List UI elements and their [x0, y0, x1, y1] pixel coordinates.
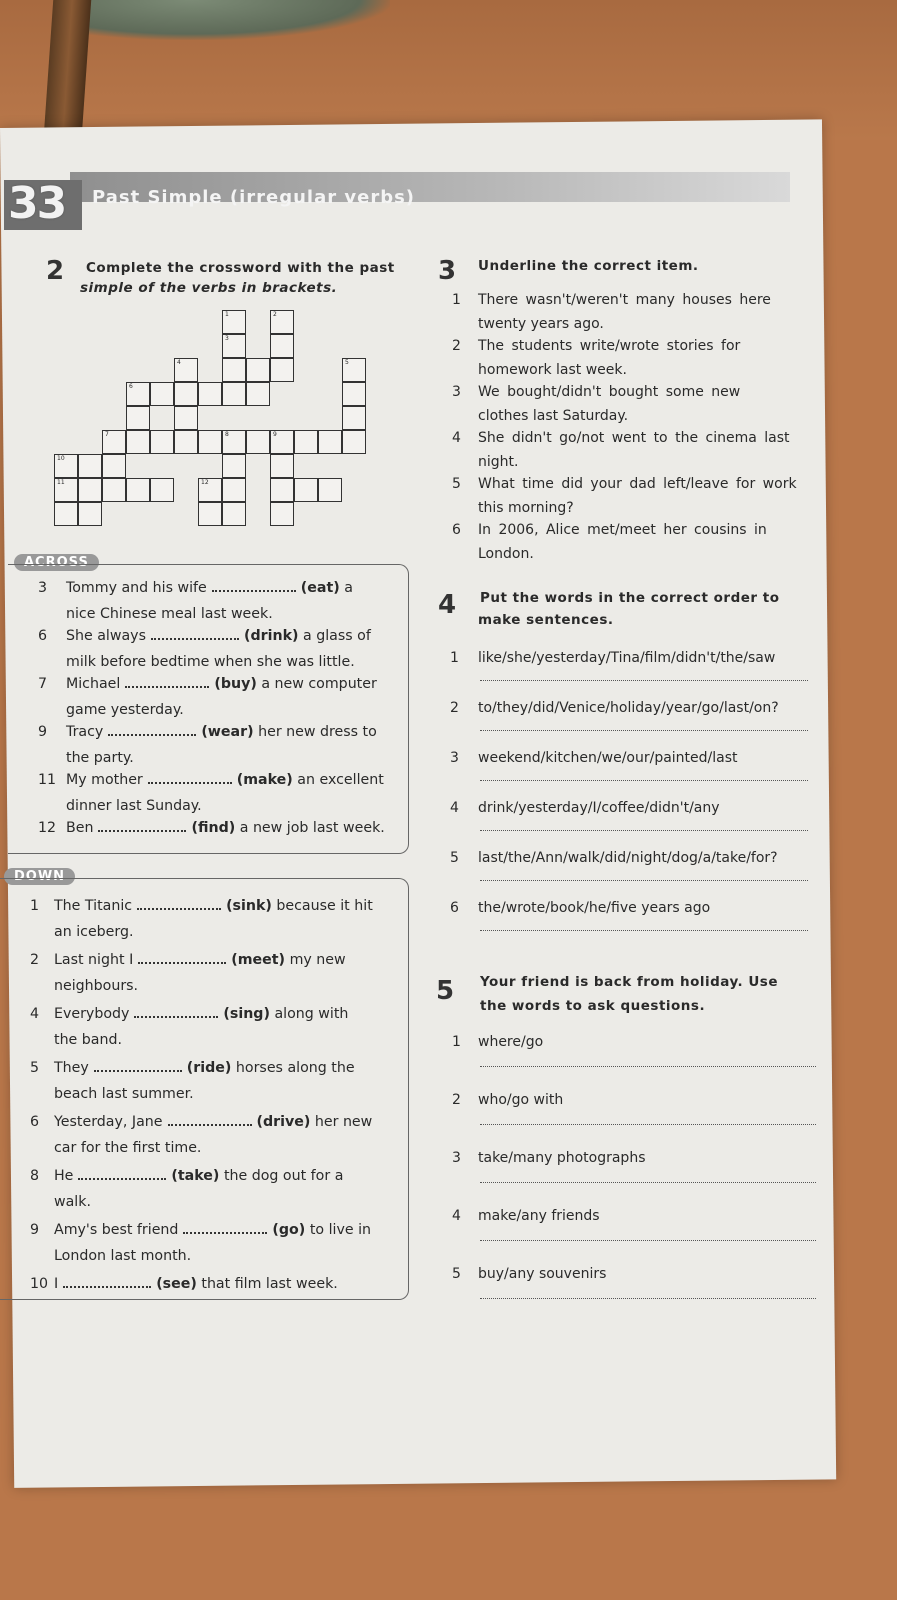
- answer-blank[interactable]: [183, 1220, 267, 1234]
- ex3-item-line2: homework last week.: [478, 362, 627, 378]
- clue-text: to live in: [309, 1222, 372, 1238]
- clue-text: She always: [66, 628, 146, 644]
- ex5-number: 5: [436, 976, 455, 1006]
- clue-text: along with: [274, 1006, 349, 1022]
- clue-text: her new dress to: [258, 724, 377, 740]
- clue-line1: [54, 1112, 372, 1132]
- crossword-clue-number: 4: [177, 359, 181, 366]
- crossword-clue-number: 12: [201, 479, 209, 486]
- ex4-item-number: 5: [450, 850, 459, 866]
- ex4-number: 4: [438, 590, 457, 620]
- verb-hint: (wear): [201, 724, 254, 740]
- ex5-item-number: 3: [452, 1150, 461, 1166]
- crossword-cell[interactable]: [78, 502, 102, 526]
- cloth-corner: [60, 0, 390, 40]
- clue-line1: [66, 770, 384, 790]
- crossword-cell[interactable]: [270, 478, 294, 502]
- answer-line[interactable]: [480, 730, 808, 731]
- answer-line[interactable]: [480, 1066, 816, 1067]
- clue-line1: [54, 1058, 355, 1078]
- crossword-cell[interactable]: [222, 382, 246, 406]
- crossword-cell[interactable]: [174, 382, 198, 406]
- verb-hint: (drink): [243, 628, 299, 644]
- clue-number: 3: [38, 580, 48, 596]
- crossword-clue-number: 7: [105, 431, 109, 438]
- ex3-item-line2: twenty years ago.: [478, 316, 604, 332]
- clue-text: Amy's best friend: [54, 1222, 179, 1238]
- crossword-cell[interactable]: [318, 478, 342, 502]
- answer-blank[interactable]: [212, 578, 296, 592]
- ex5-item-number: 5: [452, 1266, 461, 1282]
- ex4-instruction-line1: Put the words in the correct order to: [480, 590, 780, 606]
- crossword-cell[interactable]: [174, 406, 198, 430]
- ex5-item-number: 1: [452, 1034, 461, 1050]
- ex3-item-line1[interactable]: What time did your dad left/leave for work: [478, 476, 797, 492]
- crossword-cell[interactable]: [318, 430, 342, 454]
- clue-text: They: [54, 1060, 89, 1076]
- ex3-item-line1[interactable]: We bought/didn't bought some new: [478, 384, 741, 400]
- clue-text: Tracy: [66, 724, 104, 740]
- answer-blank[interactable]: [78, 1166, 166, 1180]
- ex5-item-text: where/go: [478, 1034, 544, 1050]
- ex5-item-text: take/many photographs: [478, 1150, 646, 1166]
- clue-text: Everybody: [54, 1006, 130, 1022]
- ex4-item-text: last/the/Ann/walk/did/night/dog/a/take/for?: [478, 850, 778, 866]
- crossword-cell[interactable]: [126, 430, 150, 454]
- crossword-cell[interactable]: [294, 478, 318, 502]
- clue-line1: [66, 626, 371, 646]
- clue-line1: [54, 950, 346, 970]
- ex4-item-number: 2: [450, 700, 459, 716]
- clue-line1: [66, 674, 377, 694]
- clue-line2: game yesterday.: [66, 702, 184, 718]
- clue-text: Tommy and his wife: [66, 580, 207, 596]
- crossword-cell[interactable]: [270, 502, 294, 526]
- crossword-clue-number: 6: [129, 383, 133, 390]
- answer-line[interactable]: [480, 1298, 816, 1299]
- crossword-clue-number: 5: [345, 359, 349, 366]
- verb-hint: (go): [272, 1222, 306, 1238]
- crossword-cell[interactable]: [246, 358, 270, 382]
- clue-number: 7: [38, 676, 48, 692]
- clue-text: a glass of: [303, 628, 371, 644]
- crossword-cell[interactable]: [222, 358, 246, 382]
- clue-text: because it hit: [276, 898, 373, 914]
- answer-line[interactable]: [480, 880, 808, 881]
- crossword-cell[interactable]: [342, 382, 366, 406]
- ex4-item-number: 1: [450, 650, 459, 666]
- answer-blank[interactable]: [138, 950, 226, 964]
- crossword-clue-number: 8: [225, 431, 229, 438]
- ex4-item-text: like/she/yesterday/Tina/film/didn't/the/saw: [478, 650, 776, 666]
- clue-number: 2: [30, 952, 40, 968]
- crossword-cell[interactable]: [270, 358, 294, 382]
- clue-text: a new computer: [261, 676, 377, 692]
- answer-line[interactable]: [480, 1182, 816, 1183]
- clue-text: her new: [314, 1114, 373, 1130]
- verb-hint: (meet): [231, 952, 286, 968]
- verb-hint: (see): [156, 1276, 197, 1292]
- crossword-clue-number: 1: [225, 311, 229, 318]
- answer-blank[interactable]: [94, 1058, 182, 1072]
- clue-line2: car for the first time.: [54, 1140, 202, 1156]
- clue-line1: [54, 1274, 338, 1294]
- crossword-cell[interactable]: [78, 454, 102, 478]
- crossword-cell[interactable]: [78, 478, 102, 502]
- clue-number: 4: [30, 1006, 40, 1022]
- verb-hint: (take): [171, 1168, 220, 1184]
- ex4-item-number: 4: [450, 800, 459, 816]
- clue-number: 1: [30, 898, 40, 914]
- answer-blank[interactable]: [148, 770, 232, 784]
- ex4-item-text: weekend/kitchen/we/our/painted/last: [478, 750, 738, 766]
- ex5-item-text: make/any friends: [478, 1208, 600, 1224]
- clue-text: horses along the: [235, 1060, 355, 1076]
- clue-line2: an iceberg.: [54, 924, 134, 940]
- clue-line2: the band.: [54, 1032, 123, 1048]
- crossword-cell[interactable]: [342, 430, 366, 454]
- clue-line2: London last month.: [54, 1248, 192, 1264]
- clue-line1: [54, 1166, 343, 1186]
- crossword-cell[interactable]: [222, 502, 246, 526]
- unit-number: 33: [8, 178, 66, 229]
- clue-number: 6: [30, 1114, 40, 1130]
- crossword-clue-number: 3: [225, 335, 229, 342]
- ex3-item-number: 4: [452, 430, 461, 446]
- ex4-item-text: to/they/did/Venice/holiday/year/go/last/on?: [478, 700, 779, 716]
- ex4-item-number: 3: [450, 750, 459, 766]
- answer-line[interactable]: [480, 680, 808, 681]
- answer-line[interactable]: [480, 930, 808, 931]
- clue-line1: [54, 1220, 371, 1240]
- ex3-item-line1[interactable]: The students write/wrote stories for: [478, 338, 741, 354]
- ex2-instruction-line1: Complete the crossword with the past: [86, 260, 395, 276]
- ex3-item-line1[interactable]: In 2006, Alice met/meet her cousins in: [478, 522, 767, 538]
- clue-text: Michael: [66, 676, 121, 692]
- crossword-cell[interactable]: [102, 454, 126, 478]
- crossword-cell[interactable]: [222, 454, 246, 478]
- answer-blank[interactable]: [168, 1112, 252, 1126]
- ex3-item-number: 1: [452, 292, 461, 308]
- answer-blank[interactable]: [108, 722, 196, 736]
- clue-line2: walk.: [54, 1194, 91, 1210]
- ex5-instruction-line1: Your friend is back from holiday. Use: [480, 974, 778, 990]
- clue-line1: [66, 578, 353, 598]
- answer-blank[interactable]: [125, 674, 209, 688]
- clue-text: the dog out for a: [223, 1168, 344, 1184]
- clue-number: 5: [30, 1060, 40, 1076]
- verb-hint: (sing): [223, 1006, 270, 1022]
- clue-line2: nice Chinese meal last week.: [66, 606, 273, 622]
- crossword-cell[interactable]: [246, 382, 270, 406]
- crossword-clue-number: 11: [57, 479, 65, 486]
- clue-text: I: [54, 1276, 59, 1292]
- across-label: ACROSS: [14, 554, 99, 571]
- ex3-item-line1[interactable]: She didn't go/not went to the cinema last: [478, 430, 790, 446]
- ex3-item-line2: night.: [478, 454, 519, 470]
- verb-hint: (find): [191, 820, 236, 836]
- answer-blank[interactable]: [134, 1004, 218, 1018]
- crossword-cell[interactable]: [270, 334, 294, 358]
- ex5-item-text: who/go with: [478, 1092, 564, 1108]
- crossword-cell[interactable]: [294, 430, 318, 454]
- clue-line2: the party.: [66, 750, 134, 766]
- crossword-cell[interactable]: [150, 478, 174, 502]
- clue-number: 11: [38, 772, 57, 788]
- clue-number: 10: [30, 1276, 49, 1292]
- crossword-cell[interactable]: [222, 478, 246, 502]
- answer-line[interactable]: [480, 1124, 816, 1125]
- answer-blank[interactable]: [98, 818, 186, 832]
- crossword-cell[interactable]: [54, 502, 78, 526]
- ex2-instruction-line2: simple of the verbs in brackets.: [80, 280, 338, 296]
- clue-line1: [66, 722, 377, 742]
- clue-line2: neighbours.: [54, 978, 139, 994]
- crossword-cell[interactable]: [150, 430, 174, 454]
- clue-text: a: [344, 580, 353, 596]
- clue-number: 8: [30, 1168, 40, 1184]
- clue-text: a new job last week.: [239, 820, 385, 836]
- crossword-cell[interactable]: [198, 502, 222, 526]
- clue-text: that film last week.: [201, 1276, 338, 1292]
- ex3-instruction: Underline the correct item.: [478, 258, 699, 274]
- answer-line[interactable]: [480, 1240, 816, 1241]
- clue-line1: [54, 896, 373, 916]
- clue-line2: milk before bedtime when she was little.: [66, 654, 355, 670]
- crossword-cell[interactable]: [342, 406, 366, 430]
- ex3-item-number: 6: [452, 522, 461, 538]
- clue-text: He: [54, 1168, 74, 1184]
- clue-line2: beach last summer.: [54, 1086, 194, 1102]
- crossword-cell[interactable]: [102, 478, 126, 502]
- crossword-cell[interactable]: [198, 430, 222, 454]
- verb-hint: (drive): [256, 1114, 311, 1130]
- crossword-cell[interactable]: [150, 382, 174, 406]
- ex3-number: 3: [438, 256, 457, 286]
- verb-hint: (buy): [214, 676, 257, 692]
- ex4-item-text: the/wrote/book/he/five years ago: [478, 900, 711, 916]
- ex3-item-line2: London.: [478, 546, 534, 562]
- crossword-cell[interactable]: [270, 454, 294, 478]
- crossword-cell[interactable]: [246, 430, 270, 454]
- answer-line[interactable]: [480, 780, 808, 781]
- crossword-cell[interactable]: [174, 430, 198, 454]
- crossword-clue-number: 2: [273, 311, 277, 318]
- crossword-cell[interactable]: [198, 382, 222, 406]
- crossword-cell[interactable]: [126, 478, 150, 502]
- clue-number: 9: [38, 724, 48, 740]
- crossword-cell[interactable]: [126, 406, 150, 430]
- clue-line2: dinner last Sunday.: [66, 798, 202, 814]
- clue-text: an excellent: [297, 772, 384, 788]
- clue-text: my new: [289, 952, 346, 968]
- verb-hint: (sink): [226, 898, 272, 914]
- clue-number: 9: [30, 1222, 40, 1238]
- ex5-item-number: 2: [452, 1092, 461, 1108]
- verb-hint: (eat): [300, 580, 340, 596]
- answer-line[interactable]: [480, 830, 808, 831]
- ex3-item-line2: clothes last Saturday.: [478, 408, 629, 424]
- clue-number: 6: [38, 628, 48, 644]
- ex5-item-text: buy/any souvenirs: [478, 1266, 607, 1282]
- ex3-item-number: 5: [452, 476, 461, 492]
- down-label: DOWN: [4, 868, 75, 885]
- clue-line1: [54, 1004, 348, 1024]
- clue-text: Last night I: [54, 952, 134, 968]
- verb-hint: (ride): [186, 1060, 232, 1076]
- ex4-item-number: 6: [450, 900, 459, 916]
- ex5-item-number: 4: [452, 1208, 461, 1224]
- clue-number: 12: [38, 820, 57, 836]
- clue-text: The Titanic: [54, 898, 133, 914]
- ex3-item-line1[interactable]: There wasn't/weren't many houses here: [478, 292, 771, 308]
- ex4-instruction-line2: make sentences.: [478, 612, 614, 628]
- clue-text: Yesterday, Jane: [54, 1114, 163, 1130]
- clue-text: Ben: [66, 820, 94, 836]
- clue-line1: [66, 818, 385, 838]
- ex3-item-line2: this morning?: [478, 500, 574, 516]
- verb-hint: (make): [236, 772, 293, 788]
- ex5-instruction-line2: the words to ask questions.: [480, 998, 706, 1014]
- crossword-clue-number: 10: [57, 455, 65, 462]
- ex3-item-number: 2: [452, 338, 461, 354]
- crossword-clue-number: 9: [273, 431, 277, 438]
- unit-title: Past Simple (irregular verbs): [92, 187, 416, 208]
- ex4-item-text: drink/yesterday/I/coffee/didn't/any: [478, 800, 720, 816]
- clue-text: My mother: [66, 772, 143, 788]
- answer-blank[interactable]: [63, 1274, 151, 1288]
- ex3-item-number: 3: [452, 384, 461, 400]
- answer-blank[interactable]: [151, 626, 239, 640]
- answer-blank[interactable]: [137, 896, 221, 910]
- ex2-number: 2: [46, 256, 65, 286]
